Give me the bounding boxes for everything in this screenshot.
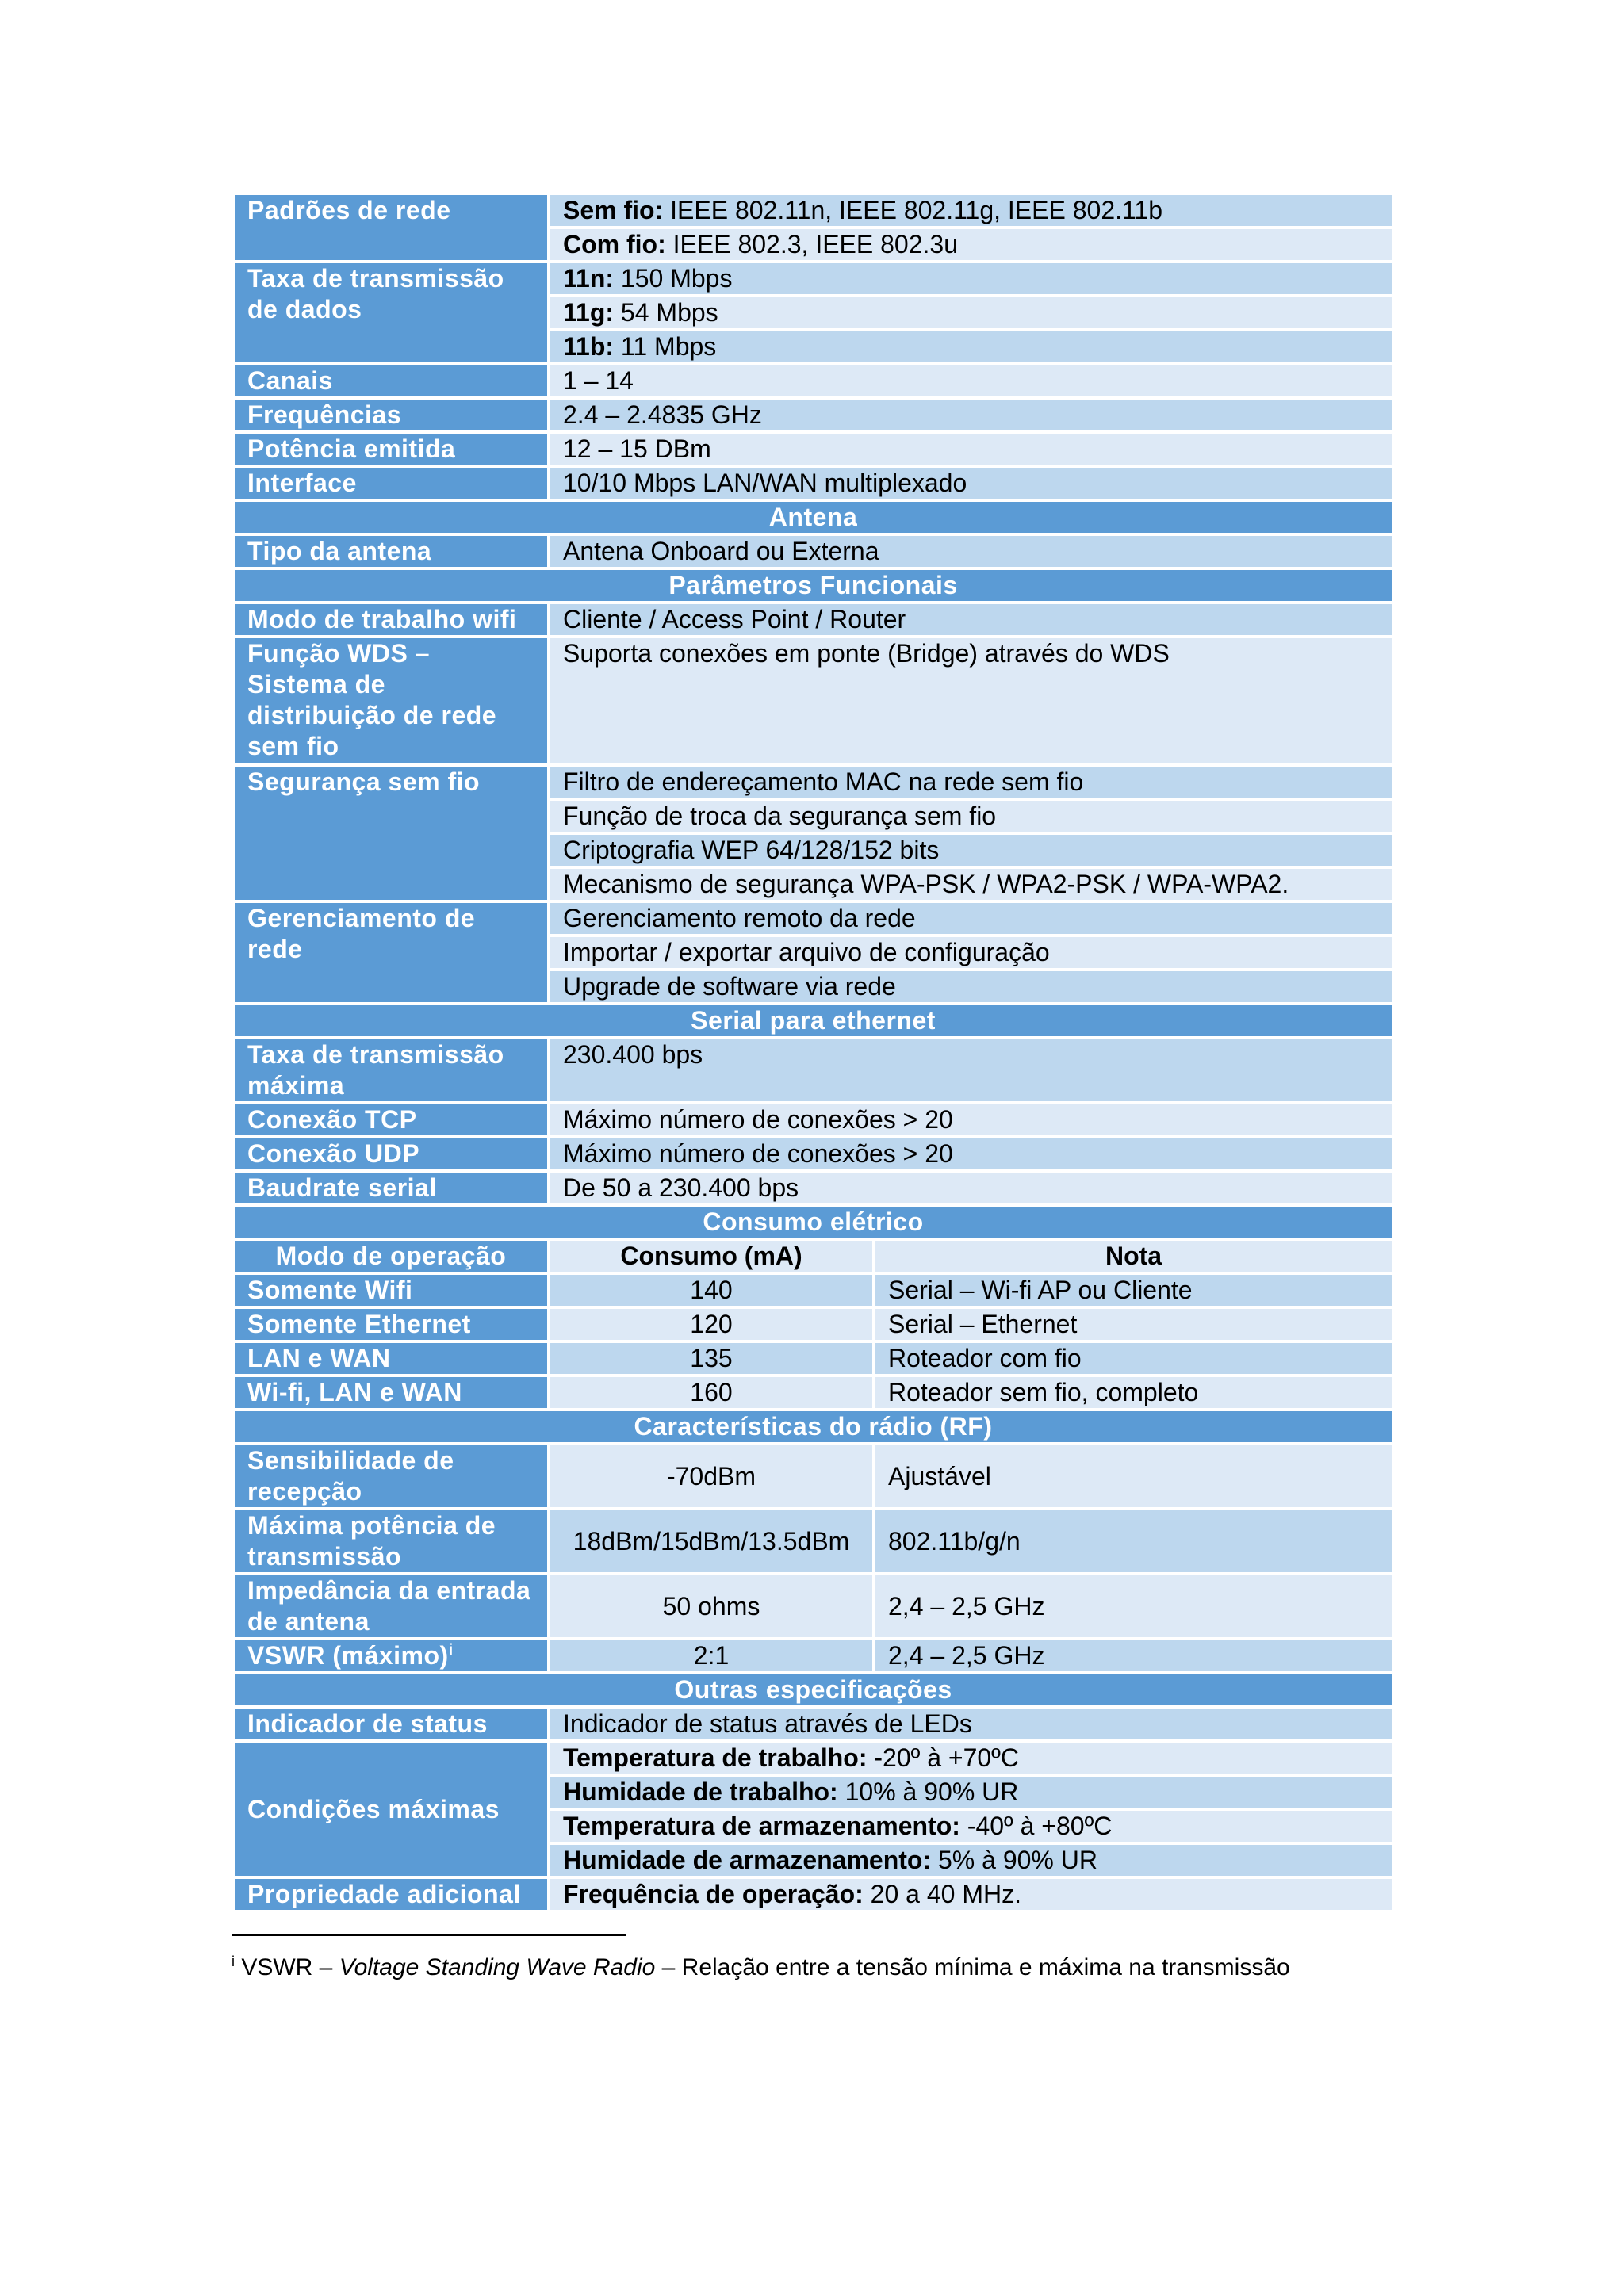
column-header: Nota	[875, 1241, 1392, 1272]
row-label-seguranca: Segurança sem fio	[235, 767, 547, 900]
table-row	[235, 365, 1392, 396]
row-label-canais: Canais	[235, 365, 547, 396]
section-row	[235, 1674, 1392, 1705]
table-row	[235, 604, 1392, 635]
row-value: Humidade de armazenamento: 5% à 90% UR	[550, 1845, 1392, 1876]
row-value: Temperatura de armazenamento: -40º à +80ºC	[550, 1811, 1392, 1842]
column-header: Consumo (mA)	[550, 1241, 872, 1272]
row-label: LAN e WAN	[235, 1343, 547, 1374]
footnote-separator	[232, 1934, 626, 1936]
row-value: Filtro de endereçamento MAC na rede sem fio	[550, 767, 1392, 798]
row-value: Mecanismo de segurança WPA-PSK / WPA2-PSK / WPA-WPA2.	[550, 869, 1392, 900]
row-value: Suporta conexões em ponte (Bridge) através do WDS	[550, 638, 1392, 763]
section-header-funcionais: Parâmetros Funcionais	[235, 570, 1392, 601]
row-label: Sensibilidade de recepção	[235, 1445, 547, 1507]
table-row	[235, 1640, 1392, 1671]
row-label-status: Indicador de status	[235, 1709, 547, 1739]
table-row	[235, 195, 1392, 226]
table-row	[235, 468, 1392, 499]
row-value: 11b: 11 Mbps	[550, 331, 1392, 362]
table-row	[235, 1138, 1392, 1169]
row-value: Indicador de status através de LEDs	[550, 1709, 1392, 1739]
column-header: Modo de operação	[235, 1241, 547, 1272]
row-label-condicoes: Condições máximas	[235, 1743, 547, 1876]
row-value: 11n: 150 Mbps	[550, 263, 1392, 294]
row-label-taxa: Taxa de transmissão de dados	[235, 263, 547, 362]
row-value: 2.4 – 2.4835 GHz	[550, 400, 1392, 430]
section-row	[235, 502, 1392, 533]
row-value: 10/10 Mbps LAN/WAN multiplexado	[550, 468, 1392, 499]
row-value: Função de troca da segurança sem fio	[550, 801, 1392, 832]
row-value: Temperatura de trabalho: -20º à +70ºC	[550, 1743, 1392, 1774]
row-value: 50 ohms	[550, 1575, 872, 1637]
table-row	[235, 1104, 1392, 1135]
footnote-marker: i	[448, 1641, 454, 1659]
row-note: Roteador com fio	[875, 1343, 1392, 1374]
row-label-wds: Função WDS – Sistema de distribuição de rede sem fio	[235, 638, 547, 763]
row-value: Humidade de trabalho: 10% à 90% UR	[550, 1777, 1392, 1808]
row-label-tipo-antena: Tipo da antena	[235, 536, 547, 567]
row-value: -70dBm	[550, 1445, 872, 1507]
table-row	[235, 638, 1392, 763]
section-row	[235, 1411, 1392, 1442]
row-label-taxa-max: Taxa de transmissão máxima	[235, 1039, 547, 1101]
row-note: Serial – Wi-fi AP ou Cliente	[875, 1275, 1392, 1306]
row-note: Roteador sem fio, completo	[875, 1377, 1392, 1408]
section-row	[235, 1005, 1392, 1036]
row-value: 12 – 15 DBm	[550, 434, 1392, 465]
row-value: Cliente / Access Point / Router	[550, 604, 1392, 635]
row-label-gerenciamento: Gerenciamento de rede	[235, 903, 547, 1002]
table-row	[235, 767, 1392, 798]
row-value: 160	[550, 1377, 872, 1408]
row-value: 140	[550, 1275, 872, 1306]
row-label: Somente Wifi	[235, 1275, 547, 1306]
table-row	[235, 1575, 1392, 1637]
row-value: Com fio: IEEE 802.3, IEEE 802.3u	[550, 229, 1392, 260]
row-note: 802.11b/g/n	[875, 1510, 1392, 1572]
row-value: Antena Onboard ou Externa	[550, 536, 1392, 567]
row-label: Máxima potência de transmissão	[235, 1510, 547, 1572]
table-row	[235, 903, 1392, 934]
section-header-radio: Características do rádio (RF)	[235, 1411, 1392, 1442]
table-row	[235, 1510, 1392, 1572]
row-value: 18dBm/15dBm/13.5dBm	[550, 1510, 872, 1572]
row-label-frequencias: Frequências	[235, 400, 547, 430]
row-value: 230.400 bps	[550, 1039, 1392, 1101]
row-value: Máximo número de conexões > 20	[550, 1138, 1392, 1169]
table-row	[235, 536, 1392, 567]
table-row	[235, 1039, 1392, 1101]
row-label: Somente Ethernet	[235, 1309, 547, 1340]
row-value: 2:1	[550, 1640, 872, 1671]
section-header-serial: Serial para ethernet	[235, 1005, 1392, 1036]
specifications-table	[232, 192, 1395, 1913]
row-value: Máximo número de conexões > 20	[550, 1104, 1392, 1135]
table-row	[235, 1709, 1392, 1739]
table-row	[235, 400, 1392, 430]
row-label-modo-wifi: Modo de trabalho wifi	[235, 604, 547, 635]
section-header-consumo: Consumo elétrico	[235, 1207, 1392, 1238]
table-row	[235, 1309, 1392, 1340]
row-label: Impedância da entrada de antena	[235, 1575, 547, 1637]
table-row	[235, 1275, 1392, 1306]
row-label-vswr: VSWR (máximo)$^i$	[235, 1640, 547, 1671]
section-row	[235, 570, 1392, 601]
table-row	[235, 1343, 1392, 1374]
row-note: Serial – Ethernet	[875, 1309, 1392, 1340]
section-header-antena: Antena	[235, 502, 1392, 533]
row-value: Gerenciamento remoto da rede	[550, 903, 1392, 934]
row-value: Importar / exportar arquivo de configuração	[550, 937, 1392, 968]
row-value: 11g: 54 Mbps	[550, 297, 1392, 328]
row-label-udp: Conexão UDP	[235, 1138, 547, 1169]
table-row	[235, 1173, 1392, 1203]
row-value: 1 – 14	[550, 365, 1392, 396]
row-label-potencia: Potência emitida	[235, 434, 547, 465]
row-value: De 50 a 230.400 bps	[550, 1173, 1392, 1203]
row-value: 120	[550, 1309, 872, 1340]
row-value: Frequência de operação: 20 a 40 MHz.	[550, 1879, 1392, 1910]
footnote: $^i$ VSWR – Voltage Standing Wave Radio – Relação entre a tensão mínima e máxima na transmissão	[232, 1954, 1290, 1980]
section-row	[235, 1207, 1392, 1238]
row-value: Criptografia WEP 64/128/152 bits	[550, 835, 1392, 866]
table-row	[235, 1743, 1392, 1774]
table-row	[235, 263, 1392, 294]
row-note: 2,4 – 2,5 GHz	[875, 1575, 1392, 1637]
table-row	[235, 1445, 1392, 1507]
row-note: Ajustável	[875, 1445, 1392, 1507]
table-row	[235, 1879, 1392, 1910]
footnote-marker: i	[232, 1954, 235, 1969]
row-label-interface: Interface	[235, 468, 547, 499]
row-label-tcp: Conexão TCP	[235, 1104, 547, 1135]
row-value: Upgrade de software via rede	[550, 971, 1392, 1002]
section-header-outras: Outras especificações	[235, 1674, 1392, 1705]
row-label: Wi-fi, LAN e WAN	[235, 1377, 547, 1408]
table-row	[235, 1377, 1392, 1408]
row-value: Sem fio: IEEE 802.11n, IEEE 802.11g, IEEE 802.11b	[550, 195, 1392, 226]
row-label-propriedade: Propriedade adicional	[235, 1879, 547, 1910]
row-note: 2,4 – 2,5 GHz	[875, 1640, 1392, 1671]
table-row	[235, 434, 1392, 465]
row-label-baudrate: Baudrate serial	[235, 1173, 547, 1203]
table-header-row	[235, 1241, 1392, 1272]
row-label-padroes: Padrões de rede	[235, 195, 547, 260]
row-value: 135	[550, 1343, 872, 1374]
